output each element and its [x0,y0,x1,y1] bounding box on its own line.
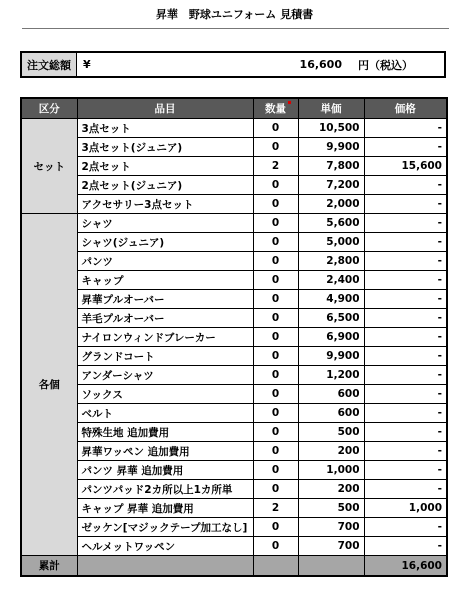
order-total-label: 注文総額 [21,52,77,77]
price-cell: - [364,328,447,347]
table-row [21,480,447,499]
item-name-cell: 昇華ワッペン 追加費用 [77,442,253,461]
table-row [21,461,447,480]
unit-price-cell: 500 [298,499,364,518]
item-name-cell: 特殊生地 追加費用 [77,423,253,442]
page-title: 昇華 野球ユニフォーム 見積書 [155,8,314,21]
unit-price-cell: 7,200 [298,176,364,195]
quantity-cell[interactable]: 0 [253,252,298,271]
table-row [21,366,447,385]
total-blank [253,556,298,577]
table-row [21,271,447,290]
quantity-cell[interactable]: 0 [253,366,298,385]
price-cell: - [364,271,447,290]
quantity-cell[interactable]: 0 [253,461,298,480]
price-cell: - [364,119,447,138]
item-name-cell: ヘルメットワッペン [77,537,253,556]
table-row [21,138,447,157]
unit-price-cell: 5,600 [298,214,364,233]
title-divider [22,28,449,29]
total-blank [77,556,253,577]
unit-price-cell: 6,900 [298,328,364,347]
price-cell: - [364,309,447,328]
total-amount: 16,600 [364,556,447,577]
quantity-cell[interactable]: 0 [253,214,298,233]
price-cell: - [364,290,447,309]
quantity-cell[interactable]: 0 [253,347,298,366]
unit-price-cell: 700 [298,518,364,537]
unit-price-cell: 9,900 [298,347,364,366]
header-item: 品目 [77,98,253,119]
price-cell: - [364,423,447,442]
order-total-box [20,51,446,78]
order-total-unit: 円（税込） [358,58,413,72]
total-blank [298,556,364,577]
unit-price-cell: 4,900 [298,290,364,309]
price-cell: - [364,252,447,271]
item-name-cell: 2点セット(ジュニア) [77,176,253,195]
price-cell: - [364,233,447,252]
header-category: 区分 [21,98,77,119]
table-row [21,404,447,423]
item-name-cell: 昇華プルオーバー [77,290,253,309]
quantity-cell[interactable]: 0 [253,176,298,195]
item-name-cell: ソックス [77,385,253,404]
item-name-cell: キャップ [77,271,253,290]
table-row [21,214,447,233]
item-name-cell: キャップ 昇華 追加費用 [77,499,253,518]
table-row [21,290,447,309]
quantity-cell[interactable]: 2 [253,499,298,518]
table-row [21,537,447,556]
unit-price-cell: 10,500 [298,119,364,138]
item-name-cell: グランドコート [77,347,253,366]
unit-price-cell: 2,400 [298,271,364,290]
total-label: 累計 [21,556,77,577]
header-quantity-label: 数量 [265,103,286,115]
quantity-cell[interactable]: 0 [253,537,298,556]
price-cell: - [364,214,447,233]
table-row [21,233,447,252]
price-cell: - [364,195,447,214]
item-name-cell: 2点セット [77,157,253,176]
price-cell: - [364,347,447,366]
unit-price-cell: 500 [298,423,364,442]
unit-price-cell: 7,800 [298,157,364,176]
quantity-cell[interactable]: 2 [253,157,298,176]
unit-price-cell: 1,200 [298,366,364,385]
header-row [21,98,447,119]
table-row [21,328,447,347]
header-price: 価格 [364,98,447,119]
category-cell: 各個 [21,214,77,556]
item-name-cell: パンツ [77,252,253,271]
estimate-table [20,97,448,577]
item-name-cell: パンツパッド2カ所以上1カ所単 [77,480,253,499]
table-row [21,385,447,404]
quantity-cell[interactable]: 0 [253,119,298,138]
quantity-cell[interactable]: 0 [253,195,298,214]
quantity-cell[interactable]: 0 [253,423,298,442]
table-row [21,195,447,214]
item-name-cell: アンダーシャツ [77,366,253,385]
currency-symbol: ¥ [83,58,91,71]
order-total-amount[interactable]: 16,600 [299,58,342,71]
table-row [21,119,447,138]
price-cell: 1,000 [364,499,447,518]
table-row [21,518,447,537]
table-row [21,499,447,518]
table-row [21,309,447,328]
table-row [21,157,447,176]
header-quantity [253,98,298,119]
unit-price-cell: 1,000 [298,461,364,480]
item-name-cell: シャツ [77,214,253,233]
unit-price-cell: 6,500 [298,309,364,328]
quantity-cell[interactable]: 0 [253,309,298,328]
quantity-cell[interactable]: 0 [253,404,298,423]
item-name-cell: アクセサリー3点セット [77,195,253,214]
unit-price-cell: 9,900 [298,138,364,157]
unit-price-cell: 600 [298,385,364,404]
price-cell: - [364,518,447,537]
quantity-cell[interactable]: 0 [253,385,298,404]
category-cell: セット [21,119,77,214]
price-cell: - [364,385,447,404]
item-name-cell: パンツ 昇華 追加費用 [77,461,253,480]
price-cell: - [364,461,447,480]
item-name-cell: ベルト [77,404,253,423]
quantity-cell[interactable]: 0 [253,480,298,499]
quantity-cell[interactable]: 0 [253,518,298,537]
price-cell: - [364,366,447,385]
price-cell: 15,600 [364,157,447,176]
item-name-cell: シャツ(ジュニア) [77,233,253,252]
item-name-cell: 3点セット [77,119,253,138]
table-row [21,442,447,461]
quantity-cell[interactable]: 0 [253,233,298,252]
item-name-cell: 3点セット(ジュニア) [77,138,253,157]
price-cell: - [364,480,447,499]
unit-price-cell: 600 [298,404,364,423]
total-row [21,556,447,577]
price-cell: - [364,442,447,461]
item-name-cell: ゼッケン[マジックテープ加工なし] [77,518,253,537]
price-cell: - [364,404,447,423]
unit-price-cell: 2,800 [298,252,364,271]
table-row [21,423,447,442]
table-row [21,252,447,271]
quantity-cell[interactable]: 0 [253,138,298,157]
item-name-cell: 羊毛プルオーバー [77,309,253,328]
header-unit-price: 単価 [298,98,364,119]
table-row [21,176,447,195]
price-cell: - [364,138,447,157]
unit-price-cell: 200 [298,480,364,499]
quantity-cell[interactable]: 0 [253,442,298,461]
unit-price-cell: 700 [298,537,364,556]
price-cell: - [364,537,447,556]
table-row [21,347,447,366]
quantity-cell[interactable]: 0 [253,271,298,290]
quantity-cell[interactable]: 0 [253,328,298,347]
price-cell: - [364,176,447,195]
unit-price-cell: 200 [298,442,364,461]
item-name-cell: ナイロンウィンドブレーカー [77,328,253,347]
unit-price-cell: 5,000 [298,233,364,252]
unit-price-cell: 2,000 [298,195,364,214]
quantity-cell[interactable]: 0 [253,290,298,309]
